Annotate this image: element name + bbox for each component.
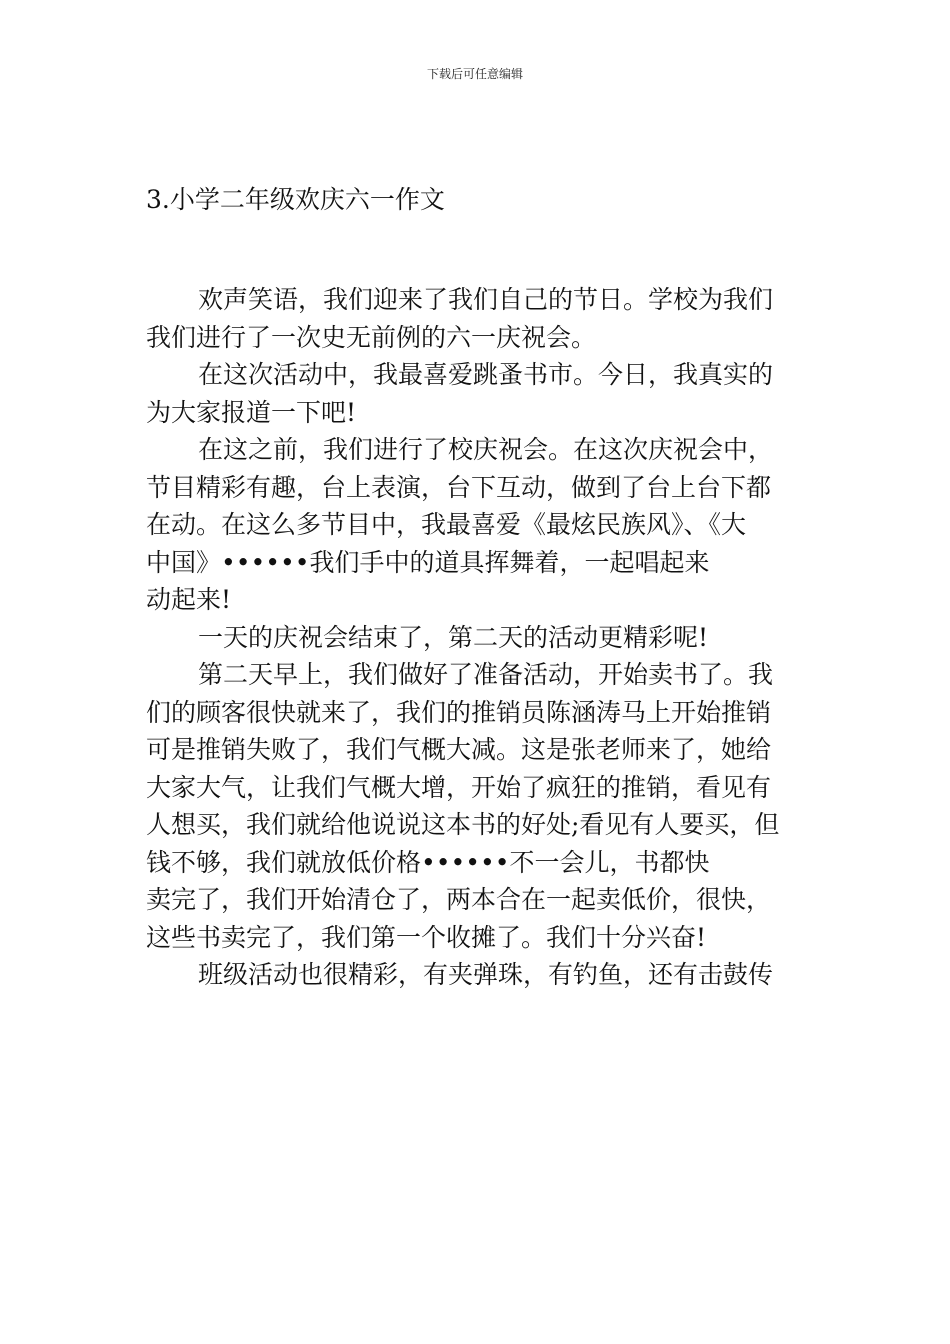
text-line: 在这次活动中，我最喜爱跳蚤书市。今日，我真实的 (198, 360, 774, 389)
text-line: 在这之前，我们进行了校庆祝会。在这次庆祝会中， (198, 435, 774, 464)
text-line: 卖完了，我们开始清仓了，两本合在一起卖低价，很快， (146, 885, 772, 914)
text-line: 大家大气，让我们气概大增，开始了疯狂的推销，看见有 (146, 772, 772, 802)
text-line: 在动。在这么多节目中，我最喜爱《最炫民族风》、《大 (146, 510, 747, 539)
text-line: 为大家报道一下吧! (146, 397, 357, 427)
text-line: 人想买，我们就给他说说这本书的好处;看见有人要买，但 (146, 810, 780, 839)
text-line: 中国》••••••我们手中的道具挥舞着，一起唱起来 (146, 547, 710, 577)
text-line: 节目精彩有趣，台上表演，台下互动，做到了台上台下都 (146, 472, 772, 502)
text-line: 可是推销失败了，我们气概大减。这是张老师来了，她给 (146, 735, 772, 764)
text-line: 我们进行了一次史无前例的六一庆祝会。 (146, 322, 597, 352)
document-body (146, 281, 816, 994)
text-line: 欢声笑语，我们迎来了我们自己的节日。学校为我们 (198, 285, 774, 314)
text-line: 一天的庆祝会结束了，第二天的活动更精彩呢! (198, 622, 709, 652)
page-header: 下载后可任意编辑 (426, 67, 523, 81)
text-line: 第二天早上，我们做好了准备活动，开始卖书了。我 (198, 660, 774, 689)
text-line: 们的顾客很快就来了，我们的推销员陈涵涛马上开始推销 (146, 697, 772, 727)
text-line: 班级活动也很精彩，有夹弹珠，有钓鱼，还有击鼓传 (198, 960, 774, 989)
text-line: 这些书卖完了，我们第一个收摊了。我们十分兴奋! (146, 922, 707, 952)
text-line: 动起来! (146, 585, 232, 614)
text-line: 钱不够，我们就放低价格••••••不一会儿，书都快 (146, 847, 710, 877)
document-title: 3.小学二年级欢庆六一作文 (146, 185, 445, 214)
